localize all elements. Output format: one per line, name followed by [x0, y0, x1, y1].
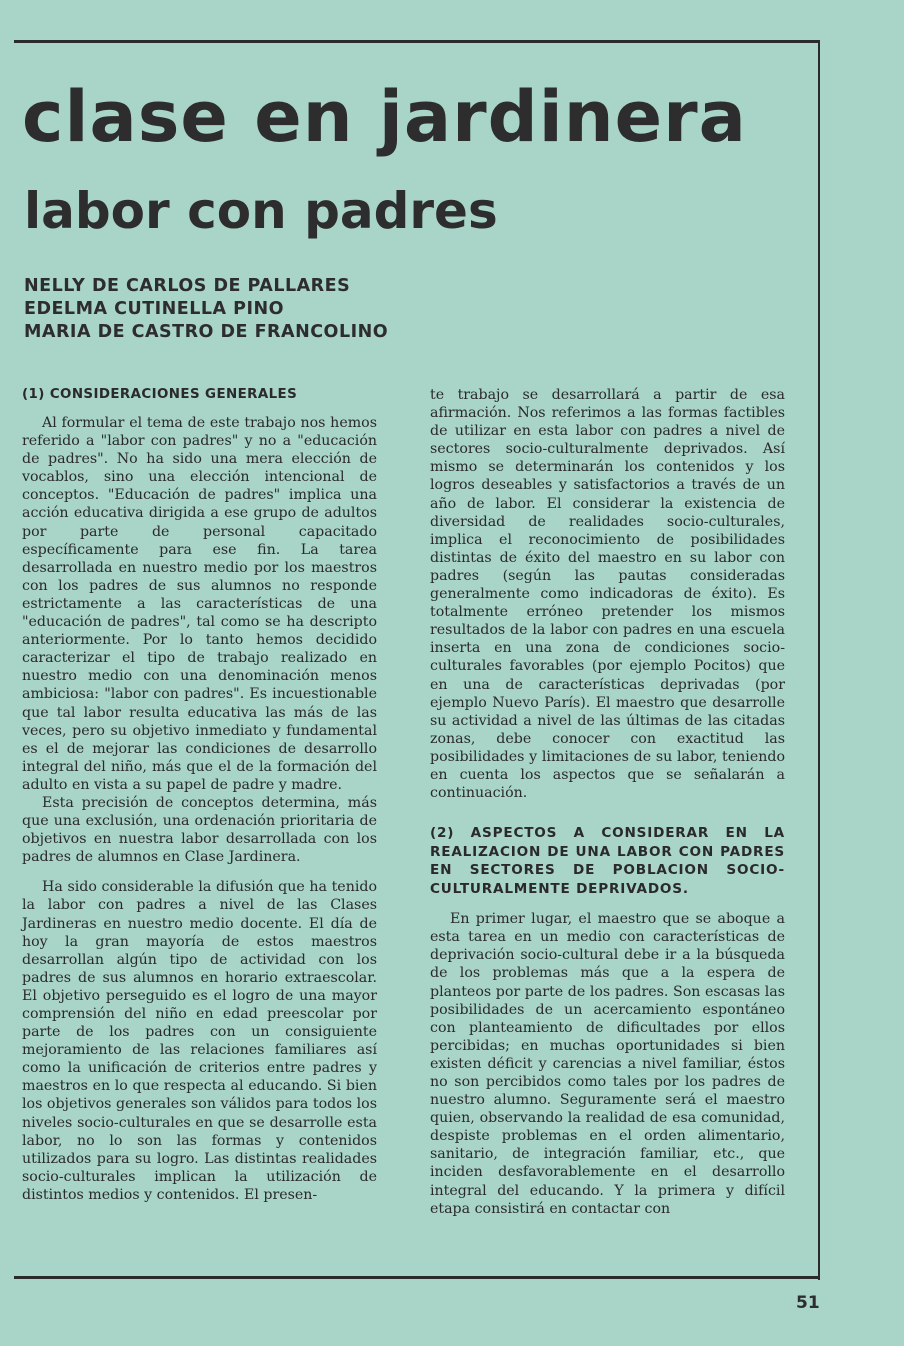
left-column: [22, 386, 377, 1204]
author-list: [24, 275, 388, 344]
section-heading: (1) CONSIDERACIONES GENERALES: [22, 387, 298, 402]
page-number: 51: [796, 1293, 820, 1313]
author-name: NELLY DE CARLOS DE PALLARES: [24, 276, 351, 296]
author-name: EDELMA CUTINELLA PINO: [24, 299, 285, 319]
body-paragraph: Ha sido considerable la difusión que ha tenido la labor con padres a nivel de las Clases Jardineras en nuestro medio docente. El día de hoy la gran mayoría de estos maestros desarrollan algún tipo de actividad con los padres de sus alumnos en horario extraescolar. El objetivo perseguido es el logro de una mayor comprensión del niño en edad preescolar por parte de los padres con un consiguiente mejoramiento de las relaciones familiares así como la unificación de criterios entre padres y maestros en lo que respecta al educando. Si bien los objetivos generales son válidos para todos los niveles socio-culturales en que se desarrolle esta labor, no lo son las formas y contenidos utilizados para su logro. Las distintas realidades socio-culturales implican la utilización de distintos medios y contenidos. El presen-: [22, 879, 377, 1203]
right-column: [430, 386, 785, 1218]
section-heading: (2) ASPECTOS A CONSIDERAR EN LA REALIZACION DE UNA LABOR CON PADRES EN SECTORES DE POBLACION SOCIO-CULTURALMENTE DEPRIVADOS.: [430, 825, 785, 897]
body-paragraph: En primer lugar, el maestro que se aboque a esta tarea en un medio con características de deprivación socio-cultural debe ir a la búsqueda de los problemas más que a la espera de planteos por parte de los padres. Son escasas las posibilidades de un acercamiento espontáneo con planteamiento de dificultades por ellos percibidas; en muchas oportunidades si bien existen déficit y carencias a nivel familiar, éstos no son percibidos como tales por los padres de nuestro alumno. Seguramente será el maestro quien, observando la realidad de esa comunidad, despiste problemas en el orden alimentario, sanitario, de integración familiar, etc., que inciden desfavorablemente en el desarrollo integral del educando. Y la primera y difícil etapa consistirá en contactar con: [430, 911, 785, 1217]
article-title: clase en jardinera: [22, 76, 747, 158]
right-rule: [818, 40, 820, 1280]
body-paragraph: Esta precisión de conceptos determina, más que una exclusión, una ordenación prioritaria de objetivos en nuestra labor desarrollada con los padres de alumnos en Clase Jardinera.: [22, 794, 377, 866]
article-subtitle: labor con padres: [24, 182, 498, 240]
body-paragraph: te trabajo se desarrollará a partir de esa afirmación. Nos referimos a las formas factibles de utilizar en esta labor con padres a nivel de sectores socio-culturalmente deprivados. Así mismo se determinarán los contenidos y los logros deseables y satisfactorios a través de un año de labor. El considerar la existencia de diversidad de realidades socio-culturales, implica el reconocimiento de posibilidades distintas de éxito del maestro en su labor con padres (según las pautas consideradas generalmente como indicadoras de éxito). Es totalmente erróneo pretender los mismos resultados de la labor con padres en una escuela inserta en una zona de condiciones socio-culturales favorables (por ejemplo Pocitos) que en una de características deprivadas (por ejemplo Nuevo París). El maestro que desarrolle su actividad a nivel de las últimas de las citadas zonas, debe conocer con exactitud las posibilidades y limitaciones de su labor, teniendo en cuenta los aspectos que se señalarán a continuación.: [430, 387, 785, 802]
author-name: MARIA DE CASTRO DE FRANCOLINO: [24, 322, 389, 342]
body-paragraph: Al formular el tema de este trabajo nos hemos referido a "labor con padres" y no a "educación de padres". No ha sido una mera elección de vocablos, sino una elección intencional de conceptos. "Educación de padres" implica una acción educativa dirigida a ese grupo de adultos por parte de personal capacitado específicamente para ese fin. La tarea desarrollada en nuestro medio por los maestros con los padres de sus alumnos no responde estrictamente a las características de una "educación de padres", tal como se ha descripto anteriormente. Por lo tanto hemos decidido caracterizar el tipo de trabajo realizado en nuestro medio con una denominación menos ambiciosa: "labor con padres". Es incuestionable que tal labor resulta educativa las más de las veces, pero su objetivo inmediato y fundamental es el de mejorar las condiciones de desarrollo integral del niño, más que el de la formación del adulto en vista a su papel de padre y madre.: [22, 415, 377, 793]
top-rule: [14, 40, 820, 43]
bottom-rule: [14, 1276, 820, 1279]
